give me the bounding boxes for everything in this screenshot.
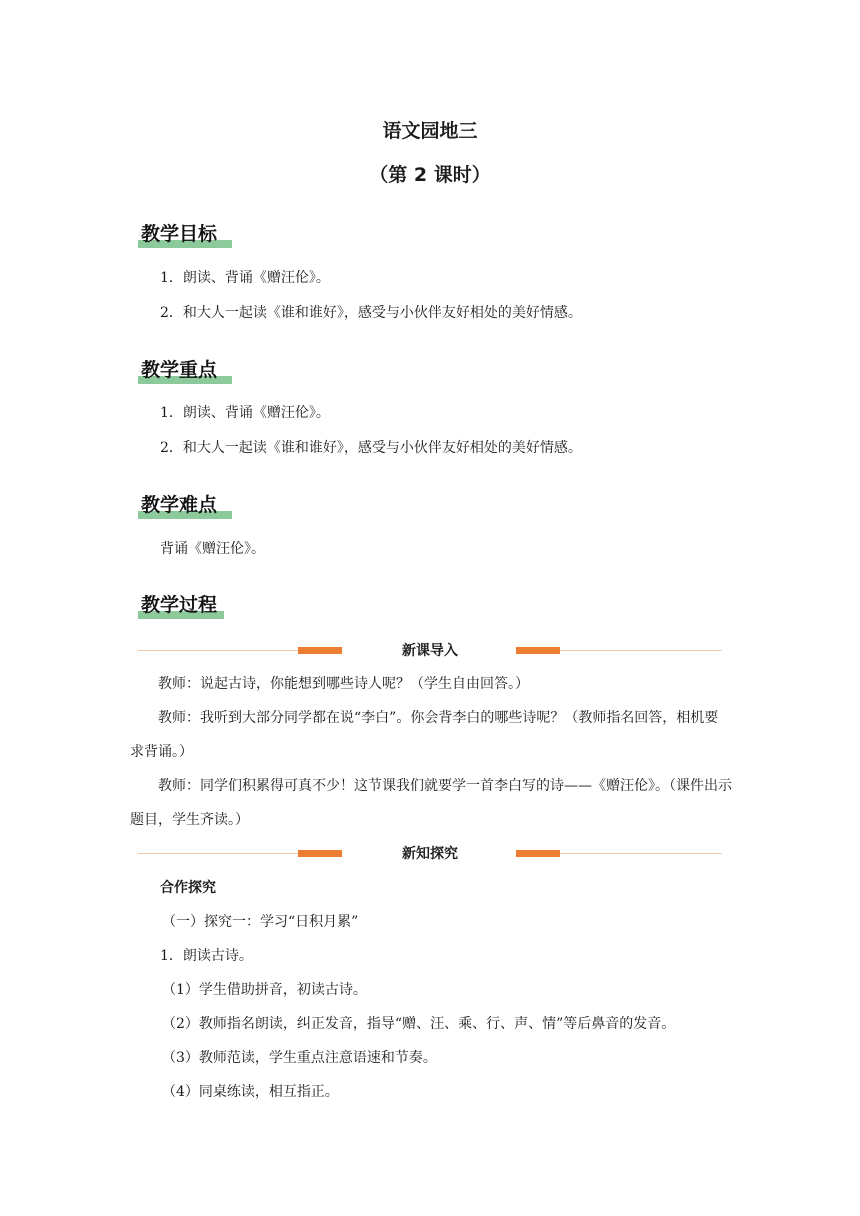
intro-paragraph: 教师：说起古诗，你能想到哪些诗人呢？（学生自由回答。） — [158, 676, 529, 692]
section-heading-text: 教学目标 — [141, 223, 218, 245]
explore-line: 1．朗读古诗。 — [160, 948, 253, 964]
intro-paragraph: 教师：我听到大部分同学都在说“李白”。你会背李白的哪些诗呢？（教师指名回答，相机要求背诵。） — [130, 710, 719, 760]
intro-paragraph: 教师：同学们积累得可真不少！这节课我们就要学一首李白写的诗——《赠汪伦》。（课件出示题目，学生齐读。） — [130, 778, 732, 828]
difficulty-text: 背诵《赠汪伦》。 — [160, 541, 265, 557]
section-heading-text: 教学过程 — [141, 594, 218, 616]
divider-label: 新课导入 — [402, 643, 458, 659]
explore-line: （一）探究一：学习“日积月累” — [162, 914, 359, 930]
focus-item: 2．和大人一起读《谁和谁好》，感受与小伙伴友好相处的美好情感。 — [160, 440, 582, 456]
subheading-cooperative: 合作探究 — [160, 880, 216, 896]
explore-line: （1）学生借助拼音，初读古诗。 — [162, 982, 367, 998]
explore-line: （2）教师指名朗读，纠正发音，指导“赠、汪、乘、行、声、情”等后鼻音的发音。 — [162, 1016, 676, 1032]
goal-item: 2．和大人一起读《谁和谁好》，感受与小伙伴友好相处的美好情感。 — [160, 305, 582, 321]
goal-item: 1．朗读、背诵《赠汪伦》。 — [160, 270, 330, 286]
explore-line: （3）教师范读，学生重点注意语速和节奏。 — [162, 1050, 437, 1066]
explore-line: （4）同桌练读，相互指正。 — [162, 1084, 339, 1100]
page-subtitle: （第 2 课时） — [369, 164, 491, 186]
section-divider-explore — [138, 844, 722, 864]
page-title: 语文园地三 — [382, 120, 478, 142]
section-heading-text: 教学难点 — [141, 494, 218, 516]
divider-label: 新知探究 — [402, 846, 458, 862]
section-divider-intro — [138, 641, 722, 661]
section-heading-text: 教学重点 — [141, 359, 218, 381]
focus-item: 1．朗读、背诵《赠汪伦》。 — [160, 405, 330, 421]
